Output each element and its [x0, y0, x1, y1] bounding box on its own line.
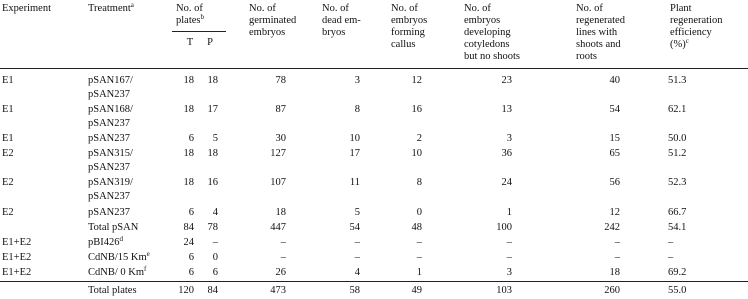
cell-efficiency: 69.2 — [668, 267, 687, 278]
cell-efficiency: 66.7 — [668, 207, 687, 218]
cell-cotyledons: 24 — [501, 177, 512, 188]
cell-plates-p: 5 — [212, 133, 218, 144]
cell-germinated: 18 — [275, 207, 286, 218]
cell-experiment: E1+E2 — [2, 252, 32, 263]
cell-efficiency: 51.2 — [668, 148, 687, 159]
cell-plates-p: 6 — [212, 267, 218, 278]
cell-plates-p: 84 — [207, 285, 218, 296]
cell-efficiency: 55.0 — [668, 285, 687, 296]
cell-treatment: pBI426$^d$ — [88, 235, 123, 248]
cell-dead: 10 — [349, 133, 360, 144]
cell-plates-p: 78 — [207, 222, 218, 233]
header-bottom-rule — [0, 68, 748, 69]
header-efficiency: Plant — [670, 3, 692, 14]
cell-dead: 17 — [349, 148, 360, 159]
cell-germinated: – — [280, 237, 286, 248]
cell-treatment: pSAN167/ — [88, 75, 133, 86]
cell-efficiency: 52.3 — [668, 177, 687, 188]
cell-cotyledons: 3 — [506, 267, 512, 278]
cell-callus: 1 — [416, 267, 422, 278]
cell-treatment: CdNB/15 Km$^e$ — [88, 250, 150, 263]
cell-experiment: E2 — [2, 207, 14, 218]
cell-regenerated: 18 — [609, 267, 620, 278]
header-regenerated: No. of — [576, 3, 603, 14]
cell-germinated: 473 — [270, 285, 286, 296]
cell-dead: – — [354, 237, 360, 248]
cell-plates-p: 0 — [212, 252, 218, 263]
cell-efficiency: – — [668, 237, 674, 248]
cell-callus: 10 — [411, 148, 422, 159]
cell-experiment: E2 — [2, 148, 14, 159]
cell-regenerated: 56 — [609, 177, 620, 188]
cell-plates-t: 6 — [188, 267, 194, 278]
cell-cotyledons: – — [506, 252, 512, 263]
cell-treatment: pSAN168/ — [88, 104, 133, 115]
cell-germinated: – — [280, 252, 286, 263]
cell-dead: 58 — [349, 285, 360, 296]
cell-dead: 54 — [349, 222, 360, 233]
header-germinated: No. of — [249, 3, 276, 14]
cell-treatment-line2: pSAN237 — [88, 118, 131, 129]
cell-dead: 4 — [354, 267, 360, 278]
cell-plates-t: 24 — [183, 237, 194, 248]
cell-efficiency: 54.1 — [668, 222, 687, 233]
cell-germinated: 447 — [270, 222, 286, 233]
cell-plates-t: 18 — [183, 148, 194, 159]
cell-plates-t: 18 — [183, 75, 194, 86]
cell-efficiency: 51.3 — [668, 75, 687, 86]
cell-callus: 0 — [416, 207, 422, 218]
cell-regenerated: 54 — [609, 104, 620, 115]
cell-treatment: pSAN237 — [88, 207, 131, 218]
header-cotyledons: No. of — [464, 3, 491, 14]
cell-plates-t: 6 — [188, 252, 194, 263]
cell-experiment: E1 — [2, 75, 14, 86]
cell-callus: 16 — [411, 104, 422, 115]
cell-regenerated: – — [614, 237, 620, 248]
cell-cotyledons: 23 — [501, 75, 512, 86]
cell-regenerated: 15 — [609, 133, 620, 144]
header-experiment: Experiment — [2, 3, 51, 14]
cell-experiment: E2 — [2, 177, 14, 188]
cell-plates-p: 4 — [212, 207, 218, 218]
cell-dead: 8 — [354, 104, 360, 115]
cell-germinated: 26 — [275, 267, 286, 278]
cell-treatment: pSAN237 — [88, 133, 131, 144]
cell-callus: – — [416, 237, 422, 248]
cell-regenerated: 260 — [604, 285, 620, 296]
cell-plates-t: 120 — [178, 285, 194, 296]
cell-plates-p: 18 — [207, 148, 218, 159]
cell-regenerated: 242 — [604, 222, 620, 233]
cell-callus: 8 — [416, 177, 422, 188]
cell-germinated: 127 — [270, 148, 286, 159]
header-dead: No. of — [322, 3, 349, 14]
cell-regenerated: – — [614, 252, 620, 263]
header-plates-t: T — [186, 37, 194, 48]
plates-header-rule — [172, 31, 226, 32]
cell-germinated: 78 — [275, 75, 286, 86]
cell-regenerated: 12 — [609, 207, 620, 218]
cell-treatment: CdNB/ 0 Km$^f$ — [88, 265, 147, 278]
cell-regenerated: 65 — [609, 148, 620, 159]
cell-treatment: pSAN319/ — [88, 177, 133, 188]
cell-dead: – — [354, 252, 360, 263]
cell-dead: 3 — [354, 75, 360, 86]
cell-plates-p: 17 — [207, 104, 218, 115]
cell-plates-p: 18 — [207, 75, 218, 86]
cell-cotyledons: – — [506, 237, 512, 248]
cell-callus: 12 — [411, 75, 422, 86]
cell-treatment-line2: pSAN237 — [88, 191, 131, 202]
header-callus: No. of — [391, 3, 418, 14]
cell-dead: 5 — [354, 207, 360, 218]
cell-callus: 49 — [411, 285, 422, 296]
cell-cotyledons: 3 — [506, 133, 512, 144]
cell-experiment: E1+E2 — [2, 237, 32, 248]
cell-cotyledons: 1 — [506, 207, 512, 218]
cell-germinated: 87 — [275, 104, 286, 115]
cell-treatment-line2: pSAN237 — [88, 162, 131, 173]
cell-callus: 2 — [416, 133, 422, 144]
cell-regenerated: 40 — [609, 75, 620, 86]
cell-plates-t: 18 — [183, 104, 194, 115]
header-treatment: Treatment$^a$ — [88, 1, 134, 14]
cell-germinated: 107 — [270, 177, 286, 188]
cell-efficiency: – — [668, 252, 674, 263]
total-rule — [0, 281, 748, 282]
cell-cotyledons: 100 — [496, 222, 512, 233]
cell-experiment: E1+E2 — [2, 267, 32, 278]
cell-cotyledons: 36 — [501, 148, 512, 159]
cell-callus: – — [416, 252, 422, 263]
cell-plates-t: 84 — [183, 222, 194, 233]
cell-dead: 11 — [349, 177, 360, 188]
cell-treatment-line2: pSAN237 — [88, 89, 131, 100]
cell-efficiency: 50.0 — [668, 133, 687, 144]
cell-plates-t: 6 — [188, 207, 194, 218]
cell-treatment: Total plates — [88, 285, 137, 296]
cell-callus: 48 — [411, 222, 422, 233]
cell-plates-t: 6 — [188, 133, 194, 144]
cell-efficiency: 62.1 — [668, 104, 687, 115]
header-plates-p: P — [207, 37, 213, 48]
cell-plates-p: – — [212, 237, 218, 248]
cell-germinated: 30 — [275, 133, 286, 144]
cell-treatment: Total pSAN — [88, 222, 139, 233]
cell-treatment: pSAN315/ — [88, 148, 133, 159]
cell-experiment: E1 — [2, 133, 14, 144]
cell-plates-t: 18 — [183, 177, 194, 188]
cell-cotyledons: 103 — [496, 285, 512, 296]
cell-cotyledons: 13 — [501, 104, 512, 115]
cell-experiment: E1 — [2, 104, 14, 115]
cell-plates-p: 16 — [207, 177, 218, 188]
header-plates: No. of — [176, 3, 203, 14]
